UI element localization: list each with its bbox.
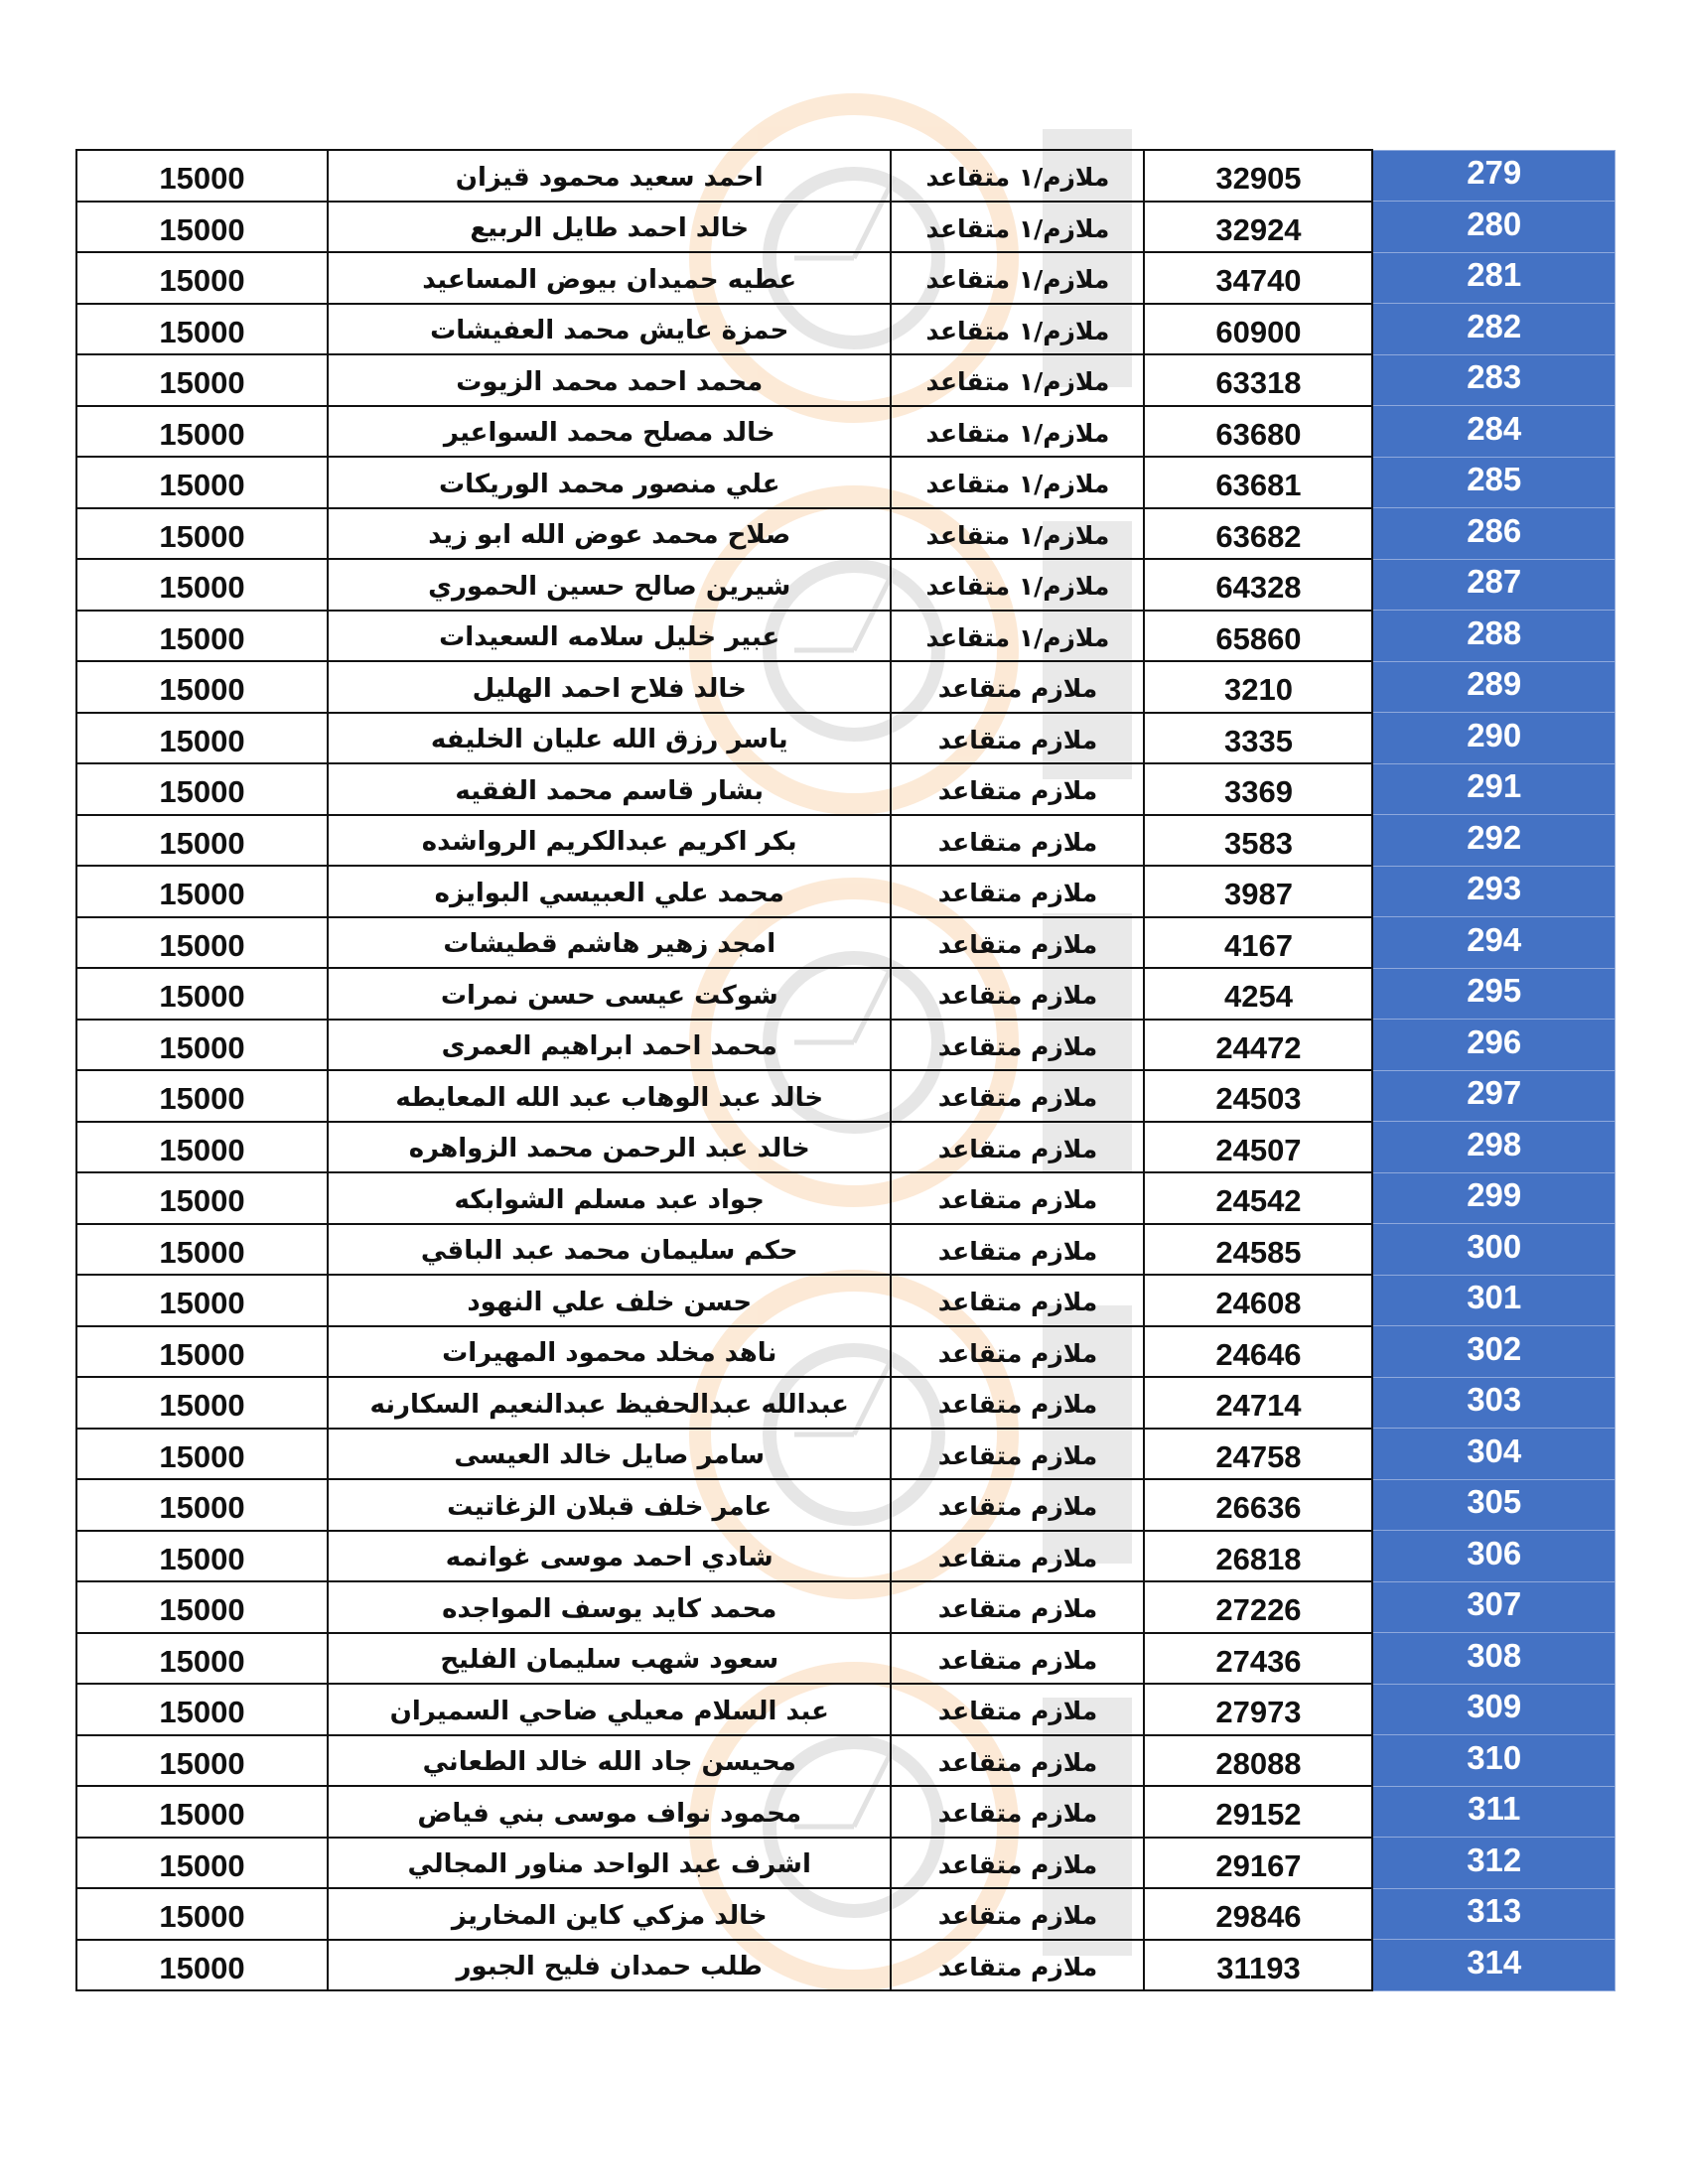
rank-cell: ملازم متقاعد: [891, 1122, 1144, 1173]
rank-cell: ملازم متقاعد: [891, 1275, 1144, 1326]
amount-cell: 15000: [76, 1275, 328, 1326]
amount-cell: 15000: [76, 1326, 328, 1378]
rank-cell: ملازم متقاعد: [891, 1224, 1144, 1276]
military-number-cell: 24472: [1144, 1020, 1372, 1071]
table-row: [76, 252, 1616, 304]
table-row: [76, 1326, 1616, 1378]
military-number-cell: 27436: [1144, 1633, 1372, 1685]
rank-cell: ملازم/١ متقاعد: [891, 559, 1144, 611]
payment-table: [75, 149, 1616, 1991]
name-cell: عطيه حميدان بيوض المساعيد: [328, 252, 891, 304]
amount-cell: 15000: [76, 1429, 328, 1480]
name-cell: علي منصور محمد الوريكات: [328, 457, 891, 508]
name-cell: سامر صايل خالد العيسى: [328, 1429, 891, 1480]
serial-cell: 302: [1372, 1326, 1615, 1378]
amount-cell: 15000: [76, 713, 328, 764]
name-cell: امجد زهير هاشم قطيشات: [328, 917, 891, 969]
name-cell: عبدالله عبدالحفيظ عبدالنعيم السكارنه: [328, 1377, 891, 1429]
rank-cell: ملازم/١ متقاعد: [891, 611, 1144, 662]
table-row: [76, 1020, 1616, 1071]
serial-cell: 284: [1372, 406, 1615, 458]
name-cell: خالد عبد الرحمن محمد الزواهره: [328, 1122, 891, 1173]
military-number-cell: 63680: [1144, 406, 1372, 458]
name-cell: محيسن جاد الله خالد الطعاني: [328, 1735, 891, 1787]
name-cell: جواد عبد مسلم الشوابكه: [328, 1172, 891, 1224]
name-cell: خالد مصلح محمد السواعير: [328, 406, 891, 458]
military-number-cell: 3335: [1144, 713, 1372, 764]
table-row: [76, 611, 1616, 662]
name-cell: محمود نواف موسى بني فياض: [328, 1786, 891, 1838]
table-row: [76, 1377, 1616, 1429]
amount-cell: 15000: [76, 1479, 328, 1531]
serial-cell: 303: [1372, 1377, 1615, 1429]
amount-cell: 15000: [76, 968, 328, 1020]
name-cell: محمد احمد محمد الزيوت: [328, 354, 891, 406]
name-cell: حمزة عايش محمد العفيشات: [328, 304, 891, 355]
table-row: [76, 1070, 1616, 1122]
amount-cell: 15000: [76, 252, 328, 304]
name-cell: ياسر رزق الله عليان الخليفه: [328, 713, 891, 764]
rank-cell: ملازم/١ متقاعد: [891, 252, 1144, 304]
military-number-cell: 4254: [1144, 968, 1372, 1020]
rank-cell: ملازم متقاعد: [891, 763, 1144, 815]
serial-cell: 311: [1372, 1786, 1615, 1838]
military-number-cell: 63318: [1144, 354, 1372, 406]
rank-cell: ملازم متقاعد: [891, 1838, 1144, 1889]
rank-cell: ملازم متقاعد: [891, 1581, 1144, 1633]
amount-cell: 15000: [76, 1633, 328, 1685]
table-row: [76, 1786, 1616, 1838]
table-row: [76, 1224, 1616, 1276]
table-row: [76, 1122, 1616, 1173]
military-number-cell: 3210: [1144, 661, 1372, 713]
rank-cell: ملازم متقاعد: [891, 1020, 1144, 1071]
name-cell: خالد احمد طايل الربيع: [328, 202, 891, 253]
rank-cell: ملازم/١ متقاعد: [891, 304, 1144, 355]
table-row: [76, 1735, 1616, 1787]
serial-cell: 301: [1372, 1275, 1615, 1326]
name-cell: سعود شهب سليمان الفليح: [328, 1633, 891, 1685]
serial-cell: 279: [1372, 150, 1615, 202]
serial-cell: 282: [1372, 304, 1615, 355]
table-row: [76, 713, 1616, 764]
table-row: [76, 304, 1616, 355]
table-row: [76, 1275, 1616, 1326]
serial-cell: 313: [1372, 1888, 1615, 1940]
military-number-cell: 26818: [1144, 1531, 1372, 1582]
name-cell: اشرف عبد الواحد مناور المجالي: [328, 1838, 891, 1889]
table-row: [76, 763, 1616, 815]
amount-cell: 15000: [76, 1122, 328, 1173]
rank-cell: ملازم متقاعد: [891, 713, 1144, 764]
table-row: [76, 968, 1616, 1020]
military-number-cell: 4167: [1144, 917, 1372, 969]
name-cell: حكم سليمان محمد عبد الباقي: [328, 1224, 891, 1276]
amount-cell: 15000: [76, 661, 328, 713]
military-number-cell: 3369: [1144, 763, 1372, 815]
amount-cell: 15000: [76, 866, 328, 917]
serial-cell: 286: [1372, 508, 1615, 560]
amount-cell: 15000: [76, 1377, 328, 1429]
rank-cell: ملازم متقاعد: [891, 1531, 1144, 1582]
military-number-cell: 31193: [1144, 1940, 1372, 1991]
name-cell: عامر خلف قبلان الزغاتيت: [328, 1479, 891, 1531]
military-number-cell: 24503: [1144, 1070, 1372, 1122]
amount-cell: 15000: [76, 1735, 328, 1787]
amount-cell: 15000: [76, 1684, 328, 1735]
name-cell: شادي احمد موسى غوانمه: [328, 1531, 891, 1582]
serial-cell: 291: [1372, 763, 1615, 815]
table-row: [76, 354, 1616, 406]
military-number-cell: 26636: [1144, 1479, 1372, 1531]
military-number-cell: 29846: [1144, 1888, 1372, 1940]
military-number-cell: 24646: [1144, 1326, 1372, 1378]
serial-cell: 307: [1372, 1581, 1615, 1633]
amount-cell: 15000: [76, 1940, 328, 1991]
serial-cell: 308: [1372, 1633, 1615, 1685]
rank-cell: ملازم متقاعد: [891, 866, 1144, 917]
rank-cell: ملازم/١ متقاعد: [891, 457, 1144, 508]
amount-cell: 15000: [76, 1020, 328, 1071]
table-body: [76, 150, 1616, 1990]
rank-cell: ملازم متقاعد: [891, 1479, 1144, 1531]
military-number-cell: 32924: [1144, 202, 1372, 253]
amount-cell: 15000: [76, 508, 328, 560]
military-number-cell: 28088: [1144, 1735, 1372, 1787]
rank-cell: ملازم متقاعد: [891, 1377, 1144, 1429]
name-cell: عبد السلام معيلي ضاحي السميران: [328, 1684, 891, 1735]
military-number-cell: 24507: [1144, 1122, 1372, 1173]
serial-cell: 285: [1372, 457, 1615, 508]
table-row: [76, 1581, 1616, 1633]
military-number-cell: 24714: [1144, 1377, 1372, 1429]
military-number-cell: 63681: [1144, 457, 1372, 508]
serial-cell: 294: [1372, 917, 1615, 969]
military-number-cell: 63682: [1144, 508, 1372, 560]
name-cell: صلاح محمد عوض الله ابو زيد: [328, 508, 891, 560]
serial-cell: 287: [1372, 559, 1615, 611]
military-number-cell: 60900: [1144, 304, 1372, 355]
military-number-cell: 65860: [1144, 611, 1372, 662]
table-row: [76, 406, 1616, 458]
rank-cell: ملازم متقاعد: [891, 815, 1144, 867]
table-row: [76, 559, 1616, 611]
military-number-cell: 3583: [1144, 815, 1372, 867]
serial-cell: 288: [1372, 611, 1615, 662]
name-cell: عبير خليل سلامه السعيدات: [328, 611, 891, 662]
serial-cell: 314: [1372, 1940, 1615, 1991]
military-number-cell: 27973: [1144, 1684, 1372, 1735]
serial-cell: 309: [1372, 1684, 1615, 1735]
amount-cell: 15000: [76, 1838, 328, 1889]
name-cell: بشار قاسم محمد الفقيه: [328, 763, 891, 815]
serial-cell: 295: [1372, 968, 1615, 1020]
table-row: [76, 917, 1616, 969]
serial-cell: 297: [1372, 1070, 1615, 1122]
rank-cell: ملازم متقاعد: [891, 1786, 1144, 1838]
name-cell: خالد عبد الوهاب عبد الله المعايطه: [328, 1070, 891, 1122]
table-row: [76, 457, 1616, 508]
amount-cell: 15000: [76, 559, 328, 611]
amount-cell: 15000: [76, 917, 328, 969]
table-row: [76, 1172, 1616, 1224]
amount-cell: 15000: [76, 611, 328, 662]
military-number-cell: 24542: [1144, 1172, 1372, 1224]
table-row: [76, 1888, 1616, 1940]
name-cell: خالد فلاح احمد الهليل: [328, 661, 891, 713]
amount-cell: 15000: [76, 202, 328, 253]
military-number-cell: 34740: [1144, 252, 1372, 304]
name-cell: محمد كايد يوسف المواجده: [328, 1581, 891, 1633]
name-cell: محمد احمد ابراهيم العمرى: [328, 1020, 891, 1071]
military-number-cell: 32905: [1144, 150, 1372, 202]
serial-cell: 280: [1372, 202, 1615, 253]
serial-cell: 293: [1372, 866, 1615, 917]
rank-cell: ملازم/١ متقاعد: [891, 150, 1144, 202]
table-row: [76, 202, 1616, 253]
serial-cell: 299: [1372, 1172, 1615, 1224]
serial-cell: 290: [1372, 713, 1615, 764]
rank-cell: ملازم متقاعد: [891, 1429, 1144, 1480]
rank-cell: ملازم متقاعد: [891, 1326, 1144, 1378]
military-number-cell: 29167: [1144, 1838, 1372, 1889]
table-row: [76, 1940, 1616, 1991]
rank-cell: ملازم/١ متقاعد: [891, 354, 1144, 406]
rank-cell: ملازم/١ متقاعد: [891, 508, 1144, 560]
serial-cell: 306: [1372, 1531, 1615, 1582]
serial-cell: 310: [1372, 1735, 1615, 1787]
rank-cell: ملازم متقاعد: [891, 1684, 1144, 1735]
name-cell: ناهد مخلد محمود المهيرات: [328, 1326, 891, 1378]
rank-cell: ملازم/١ متقاعد: [891, 202, 1144, 253]
amount-cell: 15000: [76, 406, 328, 458]
rank-cell: ملازم متقاعد: [891, 1940, 1144, 1991]
name-cell: بكر اكريم عبدالكريم الرواشده: [328, 815, 891, 867]
table-row: [76, 1838, 1616, 1889]
serial-cell: 304: [1372, 1429, 1615, 1480]
amount-cell: 15000: [76, 1224, 328, 1276]
name-cell: خالد مزكي كاين المخاريز: [328, 1888, 891, 1940]
amount-cell: 15000: [76, 1070, 328, 1122]
rank-cell: ملازم متقاعد: [891, 661, 1144, 713]
table-row: [76, 866, 1616, 917]
military-number-cell: 24585: [1144, 1224, 1372, 1276]
amount-cell: 15000: [76, 1786, 328, 1838]
rank-cell: ملازم متقاعد: [891, 1070, 1144, 1122]
military-number-cell: 24608: [1144, 1275, 1372, 1326]
amount-cell: 15000: [76, 1581, 328, 1633]
military-number-cell: 3987: [1144, 866, 1372, 917]
table-row: [76, 815, 1616, 867]
amount-cell: 15000: [76, 815, 328, 867]
table-row: [76, 150, 1616, 202]
rank-cell: ملازم متقاعد: [891, 968, 1144, 1020]
serial-cell: 312: [1372, 1838, 1615, 1889]
table-row: [76, 661, 1616, 713]
amount-cell: 15000: [76, 763, 328, 815]
name-cell: شوكت عيسى حسن نمرات: [328, 968, 891, 1020]
military-number-cell: 24758: [1144, 1429, 1372, 1480]
serial-cell: 296: [1372, 1020, 1615, 1071]
military-number-cell: 27226: [1144, 1581, 1372, 1633]
rank-cell: ملازم متقاعد: [891, 1172, 1144, 1224]
amount-cell: 15000: [76, 1888, 328, 1940]
rank-cell: ملازم متقاعد: [891, 1888, 1144, 1940]
name-cell: طلب حمدان فليح الجبور: [328, 1940, 891, 1991]
serial-cell: 289: [1372, 661, 1615, 713]
name-cell: حسن خلف علي النهود: [328, 1275, 891, 1326]
name-cell: احمد سعيد محمود قيزان: [328, 150, 891, 202]
military-number-cell: 29152: [1144, 1786, 1372, 1838]
serial-cell: 281: [1372, 252, 1615, 304]
serial-cell: 305: [1372, 1479, 1615, 1531]
name-cell: محمد علي العبيسي البوايزه: [328, 866, 891, 917]
amount-cell: 15000: [76, 150, 328, 202]
rank-cell: ملازم متقاعد: [891, 917, 1144, 969]
amount-cell: 15000: [76, 354, 328, 406]
table-row: [76, 1429, 1616, 1480]
serial-cell: 283: [1372, 354, 1615, 406]
serial-cell: 292: [1372, 815, 1615, 867]
table-row: [76, 1531, 1616, 1582]
name-cell: شيرين صالح حسين الحموري: [328, 559, 891, 611]
rank-cell: ملازم/١ متقاعد: [891, 406, 1144, 458]
table-row: [76, 1633, 1616, 1685]
amount-cell: 15000: [76, 1531, 328, 1582]
rank-cell: ملازم متقاعد: [891, 1735, 1144, 1787]
rank-cell: ملازم متقاعد: [891, 1633, 1144, 1685]
amount-cell: 15000: [76, 457, 328, 508]
amount-cell: 15000: [76, 304, 328, 355]
serial-cell: 300: [1372, 1224, 1615, 1276]
serial-cell: 298: [1372, 1122, 1615, 1173]
amount-cell: 15000: [76, 1172, 328, 1224]
table-row: [76, 1479, 1616, 1531]
table-row: [76, 508, 1616, 560]
military-number-cell: 64328: [1144, 559, 1372, 611]
table-row: [76, 1684, 1616, 1735]
